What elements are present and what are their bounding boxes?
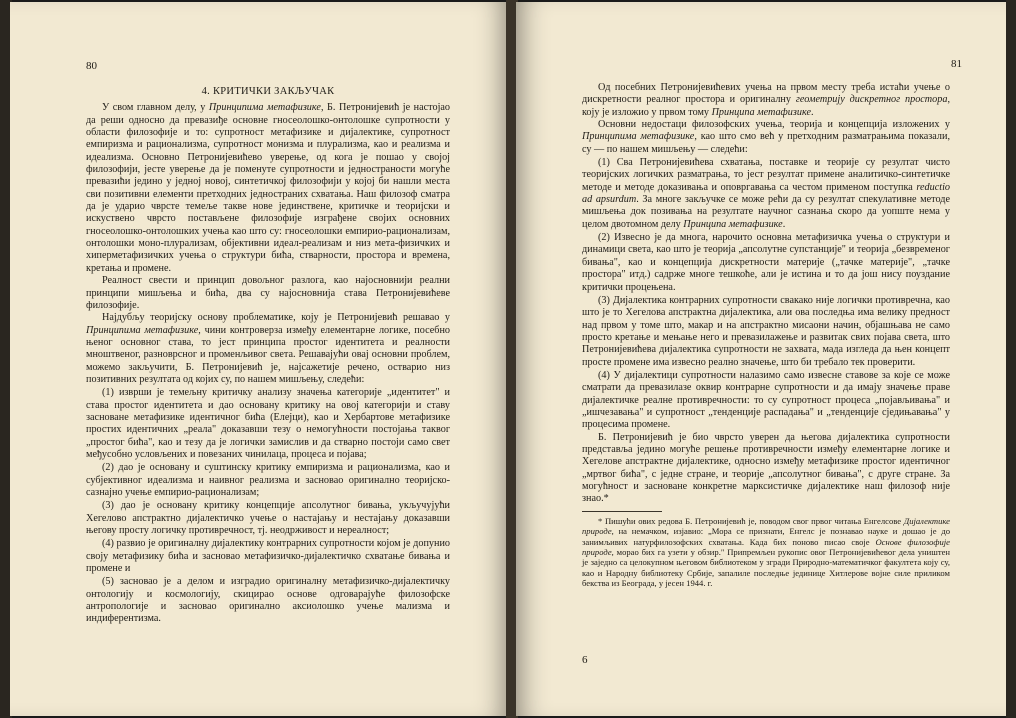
page-number-left: 80 [86, 60, 97, 72]
italic-title: Принципа метафизике [711, 106, 811, 118]
footnote: * Пишући ових редова Б. Петронијевић је, поводом свог првог читања Енгелсове Дијалектике природе, на немачком, изјавио: „Мора се признати, Енгелс је познавао науке и дошао је до занимљивих натурфилозофских схватања. Када бих поново писао своје Основе филозофије природе, морао бих га узети у обзир." Припремљен рукопис овог Петронијевићевог дела уништен је заједно са целокупном његовом библиотеком у згради Природно-математичког факултета коју су, као и Народну библиотеку Србије, запалиле последње јединице Хитлерове војне силе приликом бекства из Београда, у јесен 1944. г. [582, 515, 950, 589]
right-page [516, 2, 1008, 716]
left-paragraph: У свом главном делу, у Принципима метафизике, Б. Петронијевић је настојао да реши односно да превазиђе основне гносеолошко-онтолошке супротности у области филозофије и то: супротност метафизике и дијалектике, супротност емпиризма и рационализма, супротност монизма и плурализма, као и реализма и идеализма. Основно Петронијевићево уверење, од кога је пошао у својој филозофији, јесте уверење да је поменуте супротности и једностраности могуће превазићи једино у једној новој, синтетичкој филозофији у којој би нашли места сви позитивни елементи претходних једностраних схватања. Наш филозоф сматра да је ударио чврсте темеље такве нове јединствене, критичке и теоријски и искуствено чврсто постављене филозофије изграђене својих основних гносеолошко-онтолошких учења као што су: гносеолошки емпирио-рационализам, онтолошки моно-плурализам, објективни идеал-реализам и низ мета-физичких и хиперметафизичких учења о структури бића, стварности, простора и времена, кретања и промене. [86, 102, 451, 274]
right-paragraph: (1) Сва Петронијевићева схватања, поставке и теорије су резултат чисто теоријских логичких разматрања, то јест резултат примене аналитичко-синтетичке методе и методе доказивања и оповргавања са честом применом поступка reductio ad apsurdum. За многе закључке се може рећи да су резултат спекулативне методе мишљења док позивања на резултате научног сазнања скоро да уопште нема у целом двотомном делу Принципа метафизике. [582, 157, 950, 230]
right-paragraph: (2) Извесно је да многа, нарочито основна метафизичка учења о структури и динамици света, као што је теорија „апсолутне супстанције" и теорија „безвременог бивања", као и концепција дискретности материје („тачке материје", „тачке простора" итд.) садрже многе тешкоће, али је истина и то да још нису поуздание критички процењена. [582, 232, 950, 293]
left-paragraph: Најдубљу теоријску основу проблематике, коју је Петронијевић решавао у Принципима метафизике, чини контроверза између елементарне логике, посебно њеног основног става, то јест принципа простог идентитета и реалности мноштвеног, разноврсног и променљивог света. Решавајући овај основни проблем, можемо закључити, Б. Петронијевић је, најсажетије речено, остварио низ позитивних резултата од којих су, по нашем мишљењу, следећи: [86, 312, 450, 385]
right-paragraphs [582, 82, 950, 506]
footnote-rule [582, 511, 662, 512]
left-text-column [86, 86, 450, 626]
italic-title: Принципима метафизике [208, 102, 321, 114]
right-paragraph: (3) Дијалектика контрарних супротности свакако није логички противречна, као што је то Хегелова апстрактна дијалектика, али ова последња има велику предност над првом у томе што, макар и на апстрактно мисаони начин, објашњава не само просто кретање и мењање него и превазилажење и развитак свих појава света, што Петронијевићева дијалектика супротности не захвата, мада изгледа да њен концепт просте промене има извесно реално значење, што би требало тек проверити. [582, 294, 950, 368]
italic-title: reductio ad apsurdum [582, 181, 950, 206]
right-paragraph: Основни недостаци филозофских учења, теорија и концепција изложених у Принципима метафизике, као што смо већ у претходним разматрањима показали, су — по нашем мишљењу — следећи: [582, 119, 950, 155]
left-paragraph: (2) дао је основану и суштинску критику емпиризма и рационализма, као и субјективног идеализма и наивног реализма и засновао оригинално теоријско-сазнајно учење емпирио-рационализам; [86, 462, 450, 498]
left-paragraphs [86, 102, 450, 625]
left-page [10, 2, 508, 716]
right-text-column [582, 82, 950, 589]
left-paragraph: (3) дао је основану критику концепције апсолутног бивања, укључујући Хегелово апстрактно дијалектичко учење о настајању и нестајању доказавши његову просту логичку противречност, тј. неодрживост и нереалност; [86, 500, 450, 537]
right-paragraph: (4) У дијалектици супротности налазимо само извесне ставове за које се може сматрати да превазилазе оквир контрарне супротности и да имају значење праве дијалектичке реалне противречности: то су супротност процеса „појављивања" и „ишчезавања" и супротност „тенденције распадања" и „тенденције сједињавања" у процесима промене. [582, 369, 950, 431]
italic-title: Принципима метафизике [86, 324, 199, 336]
page-number-right: 81 [951, 58, 962, 70]
italic-title: геометрију дискретног простора [795, 94, 948, 106]
right-paragraph: Од посебних Петронијевићевих учења на првом месту треба истаћи учење о дискретности реалног простора и оригиналну геометрију дискретног простора, коју је изложио у првом тому Принципа метафизике. [582, 82, 950, 118]
signature-mark: 6 [582, 654, 588, 666]
section-heading: 4. КРИТИЧКИ ЗАКЉУЧАК [201, 86, 335, 97]
left-paragraph: Реалност свести и принцип довољног разлога, као најосновнији реални принципи мишљења и бића, два су најосновнија става Петронијевићеве филозофије. [86, 275, 450, 311]
book-edge-right [1006, 0, 1016, 718]
right-paragraph: Б. Петронијевић је био чврсто уверен да његова дијалектика супротности представља једино могуће решење противречности између елементарне логике и Хегелове апстрактне дијалектике, односно између метафизике простог идентичног „мртвог бића", с једне стране, и теорије „апсолутног бивања", с друге стране. За могућност и засноване конкретне марксистичке дијалектике наш филозоф није знао.* [582, 431, 950, 505]
left-paragraph: (4) развио је оригиналну дијалектику контрарних супротности којом је допунио своју метафизику бића и засновао метафизичко-дијалектичко схватање бивања и промене и [86, 538, 450, 575]
italic-title: Основе филозофије природе [582, 536, 950, 557]
italic-title: Принципа метафизике [683, 218, 783, 230]
italic-title: Дијалектике природе [582, 515, 950, 537]
left-paragraph: (1) изврши је темељну критичку анализу значења категорије „идентитет" и става простог идентитета и дао основану критику на овој категорији и ставу засноване метафизике идентичног бића (Елејци), као и Хербартове метафизике простих идентичних „реала" доказавши тезу о немогућности постојања таквог „простог бића", као и тезу да је логички замислив и да стварно постоји само свет међусобно условљених и повезаних чинилаца, процеса и појава; [86, 387, 450, 460]
italic-title: Принципима метафизике [582, 131, 695, 143]
left-paragraph: (5) засновао је а делом и изградио оригиналну метафизичко-дијалектичку онтологију и космологију, скицирао основе одговарајуће филозофске антропологије и засновао оригинално аксиолошко учење мализма и индиферентизма. [86, 576, 450, 625]
